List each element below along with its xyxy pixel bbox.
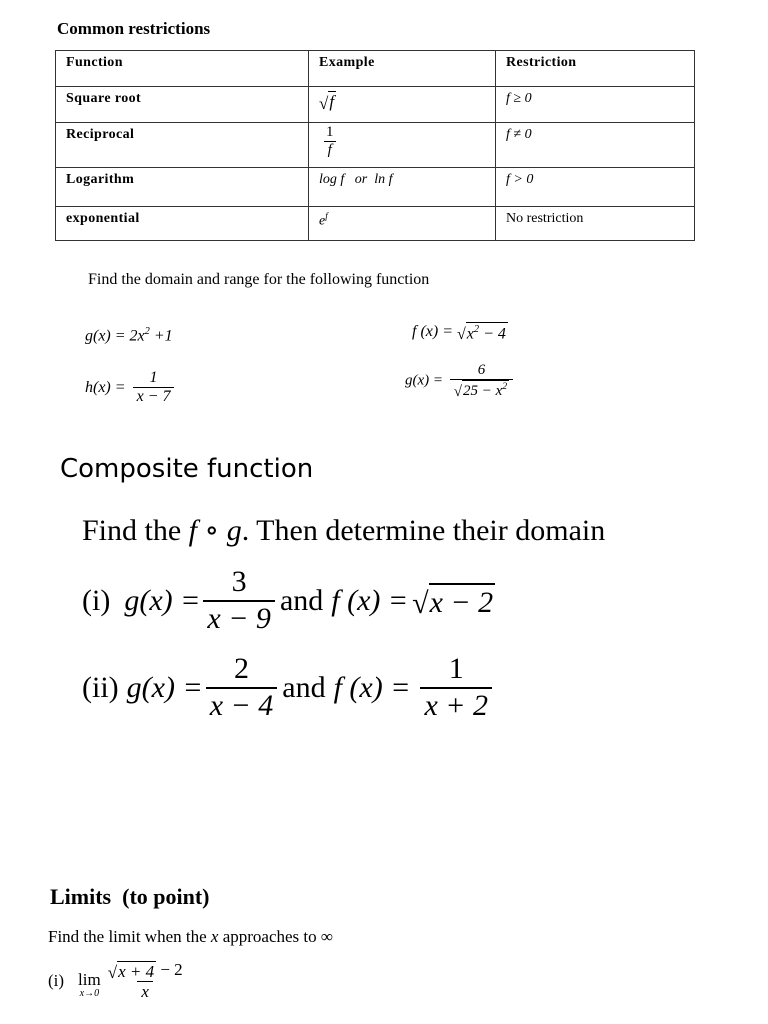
composite-title: Composite function (60, 454, 314, 484)
header-restriction: Restriction (496, 51, 695, 87)
equation-g-quadratic: $g(x) = 2x^2 +1$ (85, 326, 173, 345)
cell-function: Logarithm (56, 168, 309, 207)
fraction: $\frac{2}{x - 4}$ (206, 652, 278, 723)
sqrt-expression: √ x − 2 (412, 583, 495, 619)
cell-example: log f or ln f (309, 168, 496, 207)
composite-part-i: (i) g(x) = $\frac{3}{x - 9}$ and f (x) = √ x − 2 (82, 565, 494, 635)
composite-instruction: Find the f ∘ g. Then determine their domain (82, 514, 606, 547)
domain-range-prompt: Find the domain and range for the following function (88, 271, 430, 288)
table-row (56, 123, 695, 168)
table-header-row (56, 51, 695, 87)
sqrt-expression: √ x + 4 (107, 961, 155, 983)
cell-function: Reciprocal (56, 123, 309, 168)
cell-example (309, 123, 496, 168)
sqrt-expression: √ f (319, 92, 335, 113)
fraction: $\frac{1}{x + 2}$ (420, 652, 492, 723)
sqrt-expression: √ $25 - x^2$ (453, 381, 508, 400)
limits-prompt: Find the limit when the x approaches to ∞ (48, 927, 334, 946)
equation-g-sqrt-fraction: g(x) = 6 √ $25 - x^2$ (405, 362, 516, 400)
restrictions-table (55, 50, 695, 241)
fraction: $\frac{1}{x - 7}$ (133, 369, 175, 407)
cell-function: Square root (56, 87, 309, 123)
cell-restriction: No restriction (496, 207, 695, 241)
fraction: √ x + 4 − 2 x (107, 960, 183, 1002)
fraction: 6 √ $25 - x^2$ (450, 362, 513, 400)
limit-part-i: (i) lim x→0 √ x + 4 − 2 x (48, 960, 190, 1002)
table-row (56, 207, 695, 241)
cell-restriction: f ≠ 0 (496, 123, 695, 168)
cell-example (309, 87, 496, 123)
sqrt-expression: √ $x^2 - 4$ (457, 324, 506, 343)
cell-example: $e^f$ (309, 207, 496, 241)
cell-restriction: f > 0 (496, 168, 695, 207)
lim-operator: lim x→0 (78, 970, 101, 1000)
fraction: $\frac{1}{f}$ (322, 124, 338, 160)
restrictions-title: Common restrictions (57, 19, 211, 38)
table-row (56, 168, 695, 207)
equation-h-reciprocal: h(x) = $\frac{1}{x - 7}$ (85, 369, 177, 407)
table-row (56, 87, 695, 123)
header-function: Function (56, 51, 309, 87)
header-example: Example (309, 51, 496, 87)
composite-part-ii: (ii) g(x) = $\frac{2}{x - 4}$ and f (x) = $\frac{1}{x + 2}$ (82, 652, 495, 723)
fraction: $\frac{3}{x - 9}$ (203, 565, 275, 636)
limits-title: Limits (to point) (50, 884, 210, 909)
equation-f-sqrt: f (x) = √ $x^2 - 4$ (412, 323, 506, 343)
cell-restriction: f ≥ 0 (496, 87, 695, 123)
cell-function: exponential (56, 207, 309, 241)
